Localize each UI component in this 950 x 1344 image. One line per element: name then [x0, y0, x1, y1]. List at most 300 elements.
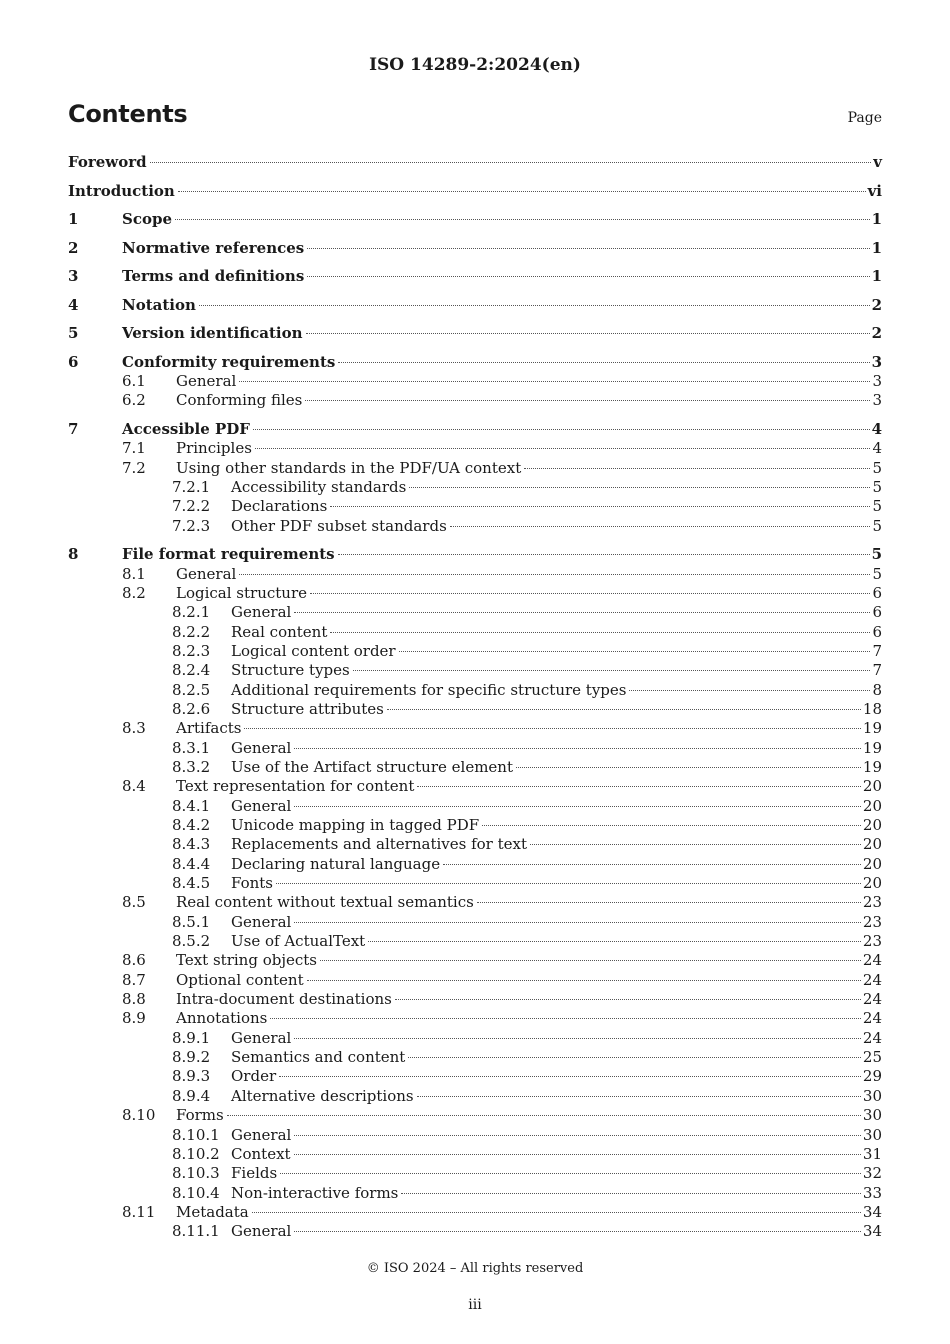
toc-entry-page: 24 — [862, 970, 882, 989]
toc-entry-number: 8.2.3 — [172, 641, 211, 660]
toc-entry-number: 8.2.5 — [172, 680, 211, 699]
dot-leader — [482, 824, 861, 826]
toc-entry-page: 20 — [862, 796, 882, 815]
toc-entry-number: 8.9.3 — [172, 1067, 211, 1086]
toc-entry-line — [176, 1203, 882, 1222]
toc-entry-label[interactable]: General — [176, 372, 237, 391]
toc-entry-label[interactable]: Annotations — [176, 1009, 268, 1028]
toc-entry-number: 7.2.2 — [172, 497, 211, 516]
toc-entry-page: 20 — [862, 816, 882, 834]
toc-entry[interactable] — [68, 758, 882, 777]
toc-entry-line — [68, 153, 882, 172]
dot-leader — [178, 190, 866, 192]
toc-entry[interactable] — [68, 267, 882, 286]
toc-entry-page: 4 — [872, 439, 882, 458]
dot-leader — [310, 592, 870, 594]
toc-entry-label[interactable]: Principles — [176, 439, 252, 458]
toc-entry-page: 19 — [862, 719, 882, 738]
toc-entry-number: 6.2 — [122, 391, 146, 410]
toc-entry[interactable] — [68, 153, 882, 172]
toc-entry[interactable] — [68, 239, 882, 258]
toc-entry-number: 8.2 — [122, 583, 146, 602]
toc-entry-label[interactable]: Optional content — [176, 970, 304, 989]
toc-entry-number: 8.10.1 — [172, 1125, 220, 1144]
toc-entry-label[interactable]: Replacements and alternatives for text — [231, 835, 527, 854]
toc-entry-page: 5 — [872, 516, 882, 535]
dot-leader — [417, 1095, 861, 1097]
toc-entry-label[interactable]: Text representation for content — [176, 777, 415, 796]
toc-entry-label[interactable]: Declarations — [231, 497, 328, 516]
toc-entry-label[interactable]: Conforming files — [176, 391, 303, 410]
toc-entry-label[interactable]: Metadata — [176, 1202, 249, 1221]
toc-entry-number: 8.9.2 — [172, 1048, 211, 1067]
toc-entry-page: 30 — [862, 1125, 882, 1144]
dot-leader — [409, 486, 870, 488]
toc-entry-label[interactable]: Use of the Artifact structure element — [231, 757, 513, 776]
dot-leader — [255, 447, 871, 449]
toc-entry-number: 6 — [68, 352, 79, 371]
toc-entry-page: 20 — [862, 835, 882, 854]
toc-entry[interactable] — [68, 324, 882, 343]
toc-entry-label[interactable]: Version identification — [122, 324, 303, 343]
toc-entry-label[interactable]: Scope — [122, 210, 173, 229]
dot-leader — [276, 882, 861, 884]
copyright-footer: © ISO 2024 – All rights reserved — [366, 1261, 584, 1276]
toc-entry[interactable] — [68, 719, 882, 738]
toc-entry-page: 20 — [862, 874, 882, 893]
toc-entry-page: 5 — [872, 458, 882, 477]
toc-entry-number: 7.2.1 — [172, 477, 211, 496]
toc-entry-page: 5 — [871, 545, 882, 564]
dot-leader — [368, 940, 861, 942]
toc-entry-number: 8.7 — [122, 970, 146, 989]
toc-entry-line — [122, 210, 882, 229]
page-column-label: Page — [847, 110, 882, 126]
toc-entry[interactable] — [68, 353, 882, 372]
toc-entry-number: 1 — [68, 210, 79, 229]
toc-entry-line — [122, 267, 882, 286]
toc-entry-line — [176, 439, 882, 458]
toc-entry-line — [176, 1009, 882, 1028]
toc-entry-number: 8.5.2 — [172, 932, 211, 951]
toc-entry[interactable] — [68, 661, 882, 680]
dot-leader — [330, 505, 870, 507]
toc-entry-label[interactable]: Non-interactive forms — [231, 1183, 399, 1202]
toc-entry-label[interactable]: General — [231, 1125, 292, 1144]
toc-entry-line — [231, 1087, 882, 1106]
toc-entry-page: 24 — [862, 951, 882, 970]
toc-entry-page: 1 — [871, 210, 882, 229]
toc-entry[interactable] — [68, 565, 882, 584]
toc-entry-number: 8.4.5 — [172, 874, 211, 893]
toc-entry-line — [122, 420, 882, 439]
toc-entry-page: 1 — [871, 238, 882, 257]
dot-leader — [516, 766, 861, 768]
toc-entry[interactable] — [68, 1029, 882, 1048]
toc-entry-label[interactable]: Accessibility standards — [231, 477, 407, 496]
dot-leader — [387, 708, 861, 710]
dot-leader — [280, 1172, 861, 1174]
toc-entry-page: v — [873, 153, 882, 171]
toc-entry[interactable] — [68, 1145, 882, 1164]
toc-entry-page: 30 — [862, 1086, 882, 1105]
toc-entry-label[interactable]: Alternative descriptions — [231, 1086, 414, 1105]
toc-entry-number: 8.5 — [122, 893, 146, 912]
toc-entry-page: 34 — [862, 1222, 882, 1241]
toc-entry[interactable] — [68, 478, 882, 497]
toc-entry-line — [231, 517, 882, 536]
toc-entry-number: 8.10.2 — [172, 1144, 220, 1163]
toc-entry-page: 5 — [872, 497, 882, 516]
dot-leader — [450, 525, 871, 527]
toc-entry-line — [176, 777, 882, 796]
toc-entry-number: 8.2.2 — [172, 622, 211, 641]
toc-entry[interactable] — [68, 182, 882, 201]
dot-leader — [244, 727, 860, 729]
toc-entry-line — [231, 739, 882, 758]
toc-entry-line — [231, 700, 882, 719]
toc-entry-label[interactable]: Normative references — [122, 238, 305, 257]
toc-entry-line — [231, 1145, 882, 1164]
toc-entry-page: 20 — [862, 854, 882, 873]
toc-entry[interactable] — [68, 210, 882, 229]
toc-entry[interactable] — [68, 739, 882, 758]
toc-entry-label[interactable]: Unicode mapping in tagged PDF — [231, 816, 480, 834]
toc-entry[interactable] — [68, 642, 882, 661]
toc-entry-line — [176, 1106, 882, 1125]
toc-entry[interactable] — [68, 1087, 882, 1106]
dot-leader — [330, 631, 870, 633]
toc-entry-number: 8.2.1 — [172, 603, 211, 622]
toc-entry-label[interactable]: General — [176, 564, 237, 583]
toc-entry-number: 8.1 — [122, 564, 146, 583]
toc-entry-line — [231, 913, 882, 932]
toc-entry-number: 8.4.2 — [172, 816, 211, 834]
toc-entry-line — [176, 584, 882, 603]
toc-entry-number: 8.10 — [122, 1106, 156, 1125]
toc-entry[interactable] — [68, 603, 882, 622]
toc-entry-label[interactable]: Forms — [176, 1106, 224, 1125]
title-row — [68, 100, 882, 132]
toc-entry-line — [231, 1164, 882, 1183]
dot-leader — [294, 1134, 861, 1136]
toc-entry-label[interactable]: Conformity requirements — [122, 352, 336, 371]
dot-leader — [408, 1056, 861, 1058]
toc-entry-label[interactable]: Fonts — [231, 874, 274, 893]
toc-entry-line — [231, 661, 882, 680]
toc-entry-number: 7 — [68, 419, 79, 438]
dot-leader — [199, 304, 870, 306]
dot-leader — [252, 1211, 861, 1213]
toc-entry-line — [231, 1048, 882, 1067]
toc-entry-label[interactable]: Real content — [231, 622, 328, 641]
toc-entry-label[interactable]: Using other standards in the PDF/UA context — [176, 458, 522, 477]
toc-entry-line — [231, 835, 882, 854]
toc-entry-label[interactable]: Real content without textual semantics — [176, 893, 474, 912]
toc-entry-number: 8.3.1 — [172, 738, 211, 757]
dot-leader — [305, 399, 870, 401]
toc-entry-line — [68, 182, 882, 201]
toc-entry[interactable] — [68, 816, 882, 835]
toc-entry-line — [231, 478, 882, 497]
toc-entry-page: 2 — [871, 324, 882, 343]
toc-entry[interactable] — [68, 1048, 882, 1067]
dot-leader — [320, 959, 861, 961]
toc-entry-number: 8.10.3 — [172, 1164, 220, 1183]
toc-entry-line — [231, 1126, 882, 1145]
toc-entry-label[interactable]: Other PDF subset standards — [231, 516, 447, 535]
dot-leader — [294, 1037, 861, 1039]
toc-entry-page: 3 — [872, 372, 882, 391]
dot-leader — [253, 428, 870, 430]
toc-entry-label[interactable]: Introduction — [68, 181, 175, 200]
toc-entry-label[interactable]: Structure types — [231, 661, 350, 680]
toc-entry-label[interactable]: General — [231, 1222, 292, 1241]
dot-leader — [270, 1017, 861, 1019]
toc-entry-label[interactable]: General — [231, 738, 292, 757]
toc-entry-line — [122, 324, 882, 343]
toc-entry-page: 20 — [862, 777, 882, 796]
toc-entry-line — [122, 353, 882, 372]
dot-leader — [629, 689, 870, 691]
toc-entry-page: 33 — [862, 1183, 882, 1202]
toc-entry-line — [231, 1029, 882, 1048]
toc-entry-page: 18 — [862, 699, 882, 718]
dot-leader — [395, 998, 861, 1000]
toc-entry[interactable] — [68, 893, 882, 912]
toc-entry[interactable] — [68, 700, 882, 719]
toc-entry-number: 8.9 — [122, 1009, 146, 1028]
toc-entry-page: 6 — [872, 622, 882, 641]
document-header: ISO 14289-2:2024(en) — [369, 55, 581, 75]
toc-entry-label[interactable]: Notation — [122, 295, 196, 314]
toc-entry-page: 31 — [862, 1144, 882, 1163]
toc-entry-line — [231, 758, 882, 777]
dot-leader — [353, 669, 871, 671]
toc-entry-page: vi — [867, 181, 882, 200]
toc-entry[interactable] — [68, 1126, 882, 1145]
toc-entry-number: 8.9.4 — [172, 1086, 211, 1105]
toc-entry[interactable] — [68, 420, 882, 439]
dot-leader — [294, 921, 861, 923]
toc-entry-label[interactable]: Order — [231, 1067, 277, 1086]
dot-leader — [175, 218, 870, 220]
toc-entry-label[interactable]: Fields — [231, 1164, 278, 1183]
toc-entry-line — [231, 932, 882, 951]
toc-entry-number: 4 — [68, 295, 79, 314]
toc-entry-page: 23 — [862, 932, 882, 951]
toc-entry-label[interactable]: Terms and definitions — [122, 267, 305, 286]
toc-entry-line — [231, 816, 882, 835]
toc-entry-line — [122, 239, 882, 258]
toc-entry-page: 1 — [871, 267, 882, 286]
dot-leader — [279, 1075, 861, 1077]
toc-entry-number: 8.4.4 — [172, 854, 211, 873]
toc-entry[interactable] — [68, 1222, 882, 1241]
page-title: Contents — [68, 100, 188, 128]
dot-leader — [294, 611, 870, 613]
toc-entry-page: 5 — [872, 477, 882, 496]
dot-leader — [399, 650, 871, 652]
dot-leader — [530, 843, 861, 845]
toc-entry[interactable] — [68, 681, 882, 700]
dot-leader — [307, 979, 861, 981]
toc-entry-label[interactable]: Semantics and content — [231, 1048, 406, 1067]
dot-leader — [294, 747, 861, 749]
toc-entry-line — [231, 1184, 882, 1203]
toc-entry-page: 32 — [862, 1164, 882, 1183]
toc-entry-line — [231, 497, 882, 516]
toc-entry-number: 8.2.6 — [172, 699, 211, 718]
toc-entry[interactable] — [68, 951, 882, 970]
toc-entry-page: 3 — [871, 352, 882, 371]
toc-entry-line — [176, 990, 882, 1009]
toc-entry-label[interactable]: General — [231, 1028, 292, 1047]
toc-entry-page: 19 — [862, 757, 882, 776]
toc-entry[interactable] — [68, 545, 882, 564]
toc-entry[interactable] — [68, 372, 882, 391]
toc-entry-label[interactable]: Logical structure — [176, 583, 307, 602]
dot-leader — [443, 863, 861, 865]
toc-entry[interactable] — [68, 913, 882, 932]
toc-entry[interactable] — [68, 1067, 882, 1086]
toc-entry-label[interactable]: Declaring natural language — [231, 854, 441, 873]
dot-leader — [338, 361, 869, 363]
toc-entry-line — [176, 971, 882, 990]
toc-entry[interactable] — [68, 835, 882, 854]
toc-entry-label[interactable]: Additional requirements for specific structure types — [231, 680, 627, 699]
toc-entry-label[interactable]: General — [231, 796, 292, 815]
toc-entry[interactable] — [68, 1203, 882, 1222]
toc-entry-page: 24 — [862, 1028, 882, 1047]
toc-entry[interactable] — [68, 855, 882, 874]
toc-entry[interactable] — [68, 932, 882, 951]
toc-entry-line — [176, 893, 882, 912]
dot-leader — [307, 275, 869, 277]
dot-leader — [239, 573, 870, 575]
dot-leader — [227, 1114, 861, 1116]
toc-entry-page: 2 — [871, 295, 882, 314]
toc-entry-line — [231, 1067, 882, 1086]
toc-entry-page: 5 — [872, 564, 882, 583]
toc-entry-line — [231, 797, 882, 816]
toc-entry-label[interactable]: Logical content order — [231, 641, 396, 660]
toc-entry[interactable] — [68, 1106, 882, 1125]
toc-entry[interactable] — [68, 971, 882, 990]
toc-entry-page: 6 — [872, 583, 882, 602]
dot-leader — [401, 1192, 861, 1194]
toc-entry-page: 24 — [862, 1009, 882, 1028]
toc-entry[interactable] — [68, 391, 882, 410]
toc-entry-page: 24 — [862, 990, 882, 1009]
toc-entry-number: 3 — [68, 267, 79, 286]
toc-entry[interactable] — [68, 797, 882, 816]
toc-entry-number: 7.2.3 — [172, 516, 211, 535]
toc-entry-line — [176, 719, 882, 738]
toc-entry-number: 8.4 — [122, 777, 146, 796]
toc-entry-number: 8.10.4 — [172, 1183, 220, 1202]
dot-leader — [294, 1230, 861, 1232]
table-of-contents — [68, 153, 882, 1242]
toc-entry-number: 8.11.1 — [172, 1222, 220, 1241]
toc-entry-line — [231, 642, 882, 661]
toc-entry-line — [176, 459, 882, 478]
toc-entry-number: 8.8 — [122, 990, 146, 1009]
toc-entry[interactable] — [68, 296, 882, 315]
toc-entry-page: 25 — [862, 1048, 882, 1067]
toc-entry[interactable] — [68, 874, 882, 893]
toc-entry-page: 6 — [872, 603, 882, 622]
toc-entry-line — [176, 951, 882, 970]
toc-entry-label[interactable]: Structure attributes — [231, 699, 384, 718]
toc-entry-number: 2 — [68, 238, 79, 257]
toc-entry-page: 7 — [872, 661, 882, 680]
page-number: iii — [468, 1297, 482, 1313]
toc-entry[interactable] — [68, 497, 882, 516]
toc-entry[interactable] — [68, 777, 882, 796]
toc-entry-number: 8.6 — [122, 951, 146, 970]
toc-entry[interactable] — [68, 1009, 882, 1028]
toc-entry-page: 8 — [872, 680, 882, 699]
toc-entry-label[interactable]: Context — [231, 1144, 291, 1163]
dot-leader — [307, 247, 869, 249]
toc-entry[interactable] — [68, 990, 882, 1009]
dot-leader — [306, 332, 870, 334]
toc-entry-page: 23 — [862, 912, 882, 931]
toc-entry-label[interactable]: Accessible PDF — [122, 419, 250, 438]
toc-entry-label[interactable]: Foreword — [68, 153, 147, 171]
toc-entry-line — [176, 391, 882, 410]
toc-entry-line — [122, 545, 882, 564]
toc-entry-number: 8.4.3 — [172, 835, 211, 854]
toc-entry-number: 8.11 — [122, 1202, 156, 1221]
toc-entry-number: 8.2.4 — [172, 661, 211, 680]
toc-entry-number: 8.3 — [122, 719, 146, 738]
toc-entry[interactable] — [68, 1184, 882, 1203]
toc-entry-line — [231, 681, 882, 700]
toc-entry-page: 19 — [862, 738, 882, 757]
dot-leader — [294, 805, 861, 807]
toc-entry-page: 4 — [871, 419, 882, 438]
toc-entry-page: 3 — [872, 391, 882, 410]
toc-entry[interactable] — [68, 517, 882, 536]
toc-entry[interactable] — [68, 623, 882, 642]
toc-entry-number: 8.9.1 — [172, 1028, 211, 1047]
toc-entry-line — [231, 623, 882, 642]
toc-entry-line — [231, 855, 882, 874]
toc-entry-page: 29 — [862, 1067, 882, 1086]
toc-entry-label[interactable]: General — [231, 912, 292, 931]
toc-entry-label[interactable]: Use of ActualText — [231, 932, 366, 951]
toc-entry-page: 34 — [862, 1202, 882, 1221]
toc-entry[interactable] — [68, 439, 882, 458]
toc-entry-label[interactable]: Intra-document destinations — [176, 990, 392, 1009]
toc-entry-line — [231, 1222, 882, 1241]
toc-entry-label[interactable]: General — [231, 603, 292, 622]
toc-entry-label[interactable]: Artifacts — [176, 719, 242, 738]
toc-entry[interactable] — [68, 459, 882, 478]
toc-entry-label[interactable]: File format requirements — [122, 545, 335, 564]
toc-entry[interactable] — [68, 1164, 882, 1183]
toc-entry-number: 5 — [68, 324, 79, 343]
toc-entry[interactable] — [68, 584, 882, 603]
toc-entry-page: 23 — [862, 893, 882, 912]
toc-entry-line — [122, 296, 882, 315]
toc-entry-number: 8 — [68, 545, 79, 564]
dot-leader — [338, 553, 870, 555]
toc-entry-line — [176, 565, 882, 584]
toc-entry-label[interactable]: Text string objects — [176, 951, 317, 970]
